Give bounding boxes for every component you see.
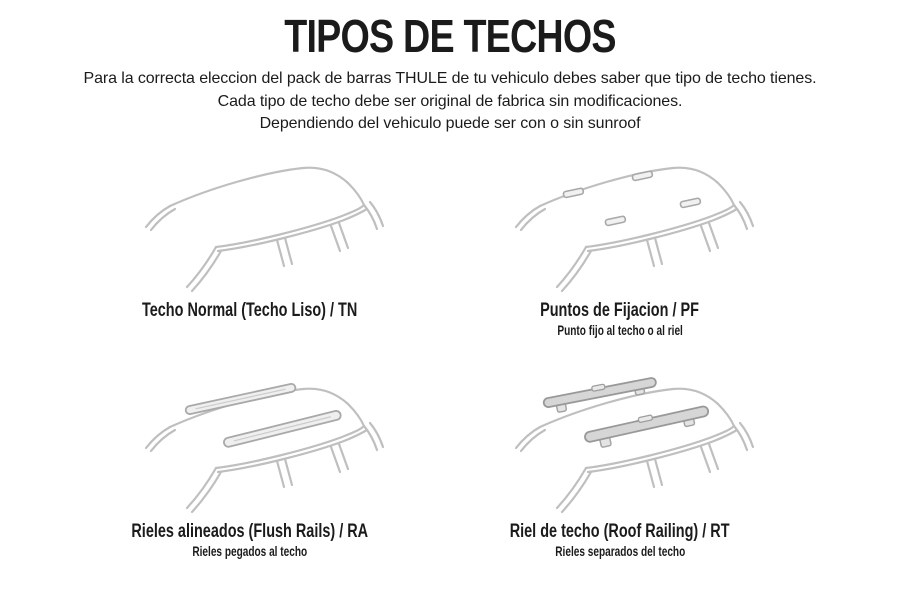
roof-type-sublabel-pf: Punto fijo al techo o al riel	[557, 321, 683, 338]
fixed-points-roof-sketch	[450, 148, 790, 298]
roof-type-label-rt: Riel de techo (Roof Railing) / RT	[510, 520, 730, 542]
roof-types-grid	[0, 148, 900, 560]
intro-line-3: Dependiendo del vehiculo puede ser con o sin sunroof	[259, 115, 641, 132]
roof-type-sublabel-rt: Rieles separados del techo	[555, 542, 685, 559]
roof-type-card-pf	[395, 148, 845, 339]
page-title: TIPOS DE TECHOS	[284, 10, 616, 62]
roof-types-infographic	[0, 10, 900, 614]
intro-text	[0, 68, 900, 136]
intro-line-1: Para la correcta eleccion del pack de barras THULE de tu vehiculo debes saber que tipo de techo tienes.	[83, 70, 817, 87]
raised-rails-roof-sketch	[450, 369, 790, 519]
roof-type-card-rt	[395, 369, 845, 560]
flush-rails-roof-sketch	[80, 369, 420, 519]
roof-type-label-ra: Rieles alineados (Flush Rails) / RA	[131, 520, 369, 542]
roof-type-sublabel-ra: Rieles pegados al techo	[192, 542, 308, 559]
roof-type-label-tn: Techo Normal (Techo Liso) / TN	[142, 299, 358, 321]
intro-line-2: Cada tipo de techo debe ser original de fabrica sin modificaciones.	[217, 92, 683, 110]
roof-type-label-pf: Puntos de Fijacion / PF	[540, 299, 700, 321]
plain-roof-sketch	[80, 148, 420, 298]
